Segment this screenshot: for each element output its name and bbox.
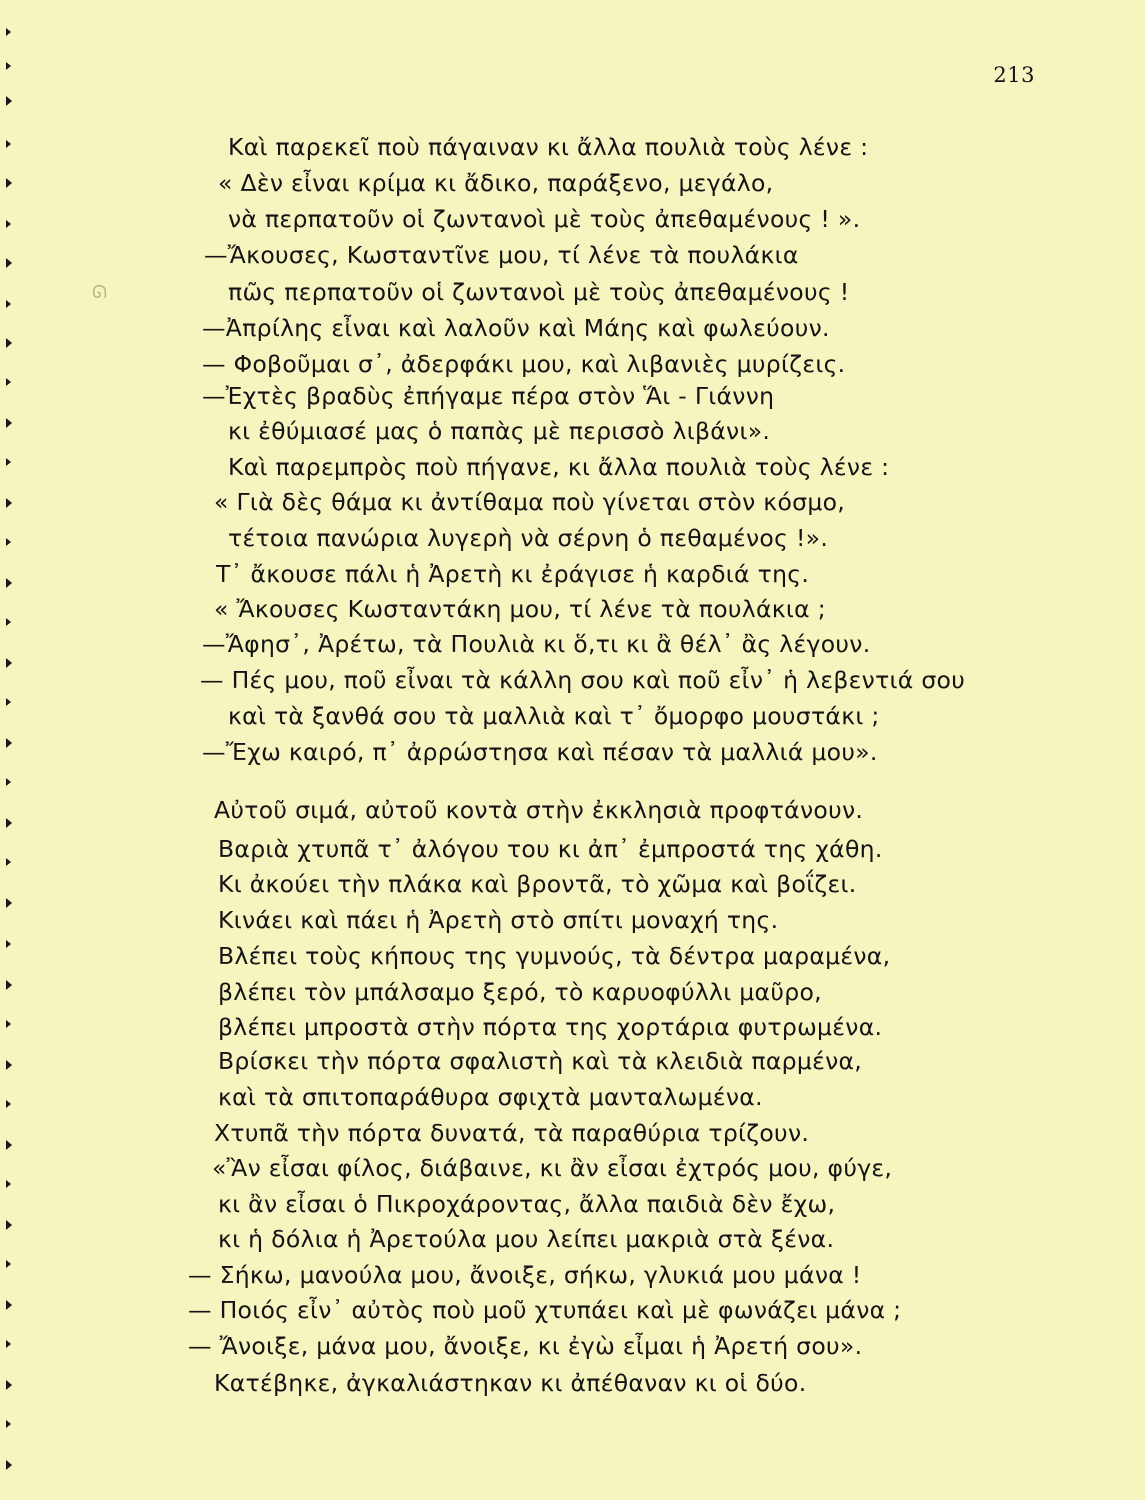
verse-line: Βρίσκει τὴν πόρτα σφαλιστὴ καὶ τὰ κλειδιὰ παρμένα,: [218, 1047, 863, 1075]
verse-line: βλέπει μπροστὰ στὴν πόρτα της χορτάρια φυτρωμένα.: [218, 1013, 883, 1041]
verse-line: τέτοια πανώρια λυγερὴ νὰ σέρνη ὁ πεθαμένος !».: [228, 524, 829, 552]
verse-line: Κι ἀκούει τὴν πλάκα καὶ βροντᾶ, τὸ χῶμα καὶ βοΐζει.: [218, 870, 857, 898]
verse-line: νὰ περπατοῦν οἱ ζωντανοὶ μὲ τοὺς ἀπεθαμένους ! ».: [228, 205, 861, 233]
verse-line: καὶ τὰ σπιτοπαράθυρα σφιχτὰ μανταλωμένα.: [218, 1083, 763, 1111]
verse-line: Χτυπᾶ τὴν πόρτα δυνατά, τὰ παραθύρια τρίζουν.: [214, 1119, 810, 1147]
verse-line: κι ἐθύμιασέ μας ὁ παπὰς μὲ περισσὸ λιβάνι».: [228, 417, 771, 445]
verse-line: — Πές μου, ποῦ εἶναι τὰ κάλλη σου καὶ ποῦ εἶν᾽ ἡ λεβεντιά σου: [200, 666, 966, 694]
verse-line: « Ἄκουσες Κωσταντάκη μου, τί λένε τὰ πουλάκια ;: [214, 595, 826, 623]
verse-line: πῶς περπατοῦν οἱ ζωντανοὶ μὲ τοὺς ἀπεθαμένους !: [228, 278, 850, 306]
verse-line: κι ἡ δόλια ἡ Ἀρετούλα μου λείπει μακριὰ στὰ ξένα.: [218, 1225, 835, 1253]
verse-line: Βαριὰ χτυπᾶ τ᾽ ἀλόγου του κι ἀπ᾽ ἐμπροστά της χάθη.: [218, 835, 883, 863]
verse-line: — Ἄνοιξε, μάνα μου, ἄνοιξε, κι ἐγὼ εἶμαι ἡ Ἀρετή σου».: [188, 1332, 863, 1360]
verse-line: — Φοβοῦμαι σ᾽, ἀδερφάκι μου, καὶ λιβανιὲς μυρίζεις.: [202, 350, 846, 378]
verse-line: βλέπει τὸν μπάλσαμο ξερό, τὸ καρυοφύλλι μαῦρο,: [218, 978, 822, 1006]
verse-line: —Ἔχω καιρό, π᾽ ἀρρώστησα καὶ πέσαν τὰ μαλλιά μου».: [202, 738, 878, 766]
verse-line: —Ἀπρίλης εἶναι καὶ λαλοῦν καὶ Μάης καὶ φωλεύουν.: [202, 314, 830, 342]
verse-line: — Ποιός εἶν᾽ αὐτὸς ποὺ μοῦ χτυπάει καὶ μὲ φωνάζει μάνα ;: [188, 1296, 902, 1324]
verse-line: «Ἂν εἶσαι φίλος, διάβαινε, κι ἂν εἶσαι ἐχτρός μου, φύγε,: [212, 1154, 893, 1182]
verse-line: Αὐτοῦ σιμά, αὐτοῦ κοντὰ στὴν ἐκκλησιὰ προφτάνουν.: [214, 796, 864, 824]
verse-line: « Γιὰ δὲς θάμα κι ἀντίθαμα ποὺ γίνεται στὸν κόσμο,: [214, 488, 846, 516]
verse-line: Καὶ παρεκεῖ ποὺ πάγαιναν κι ἄλλα πουλιὰ τοὺς λένε :: [228, 133, 869, 161]
verse-line: Καὶ παρεμπρὸς ποὺ πήγανε, κι ἄλλα πουλιὰ τοὺς λένε :: [228, 453, 890, 481]
paper-stain-mark: ᘏ: [92, 282, 107, 303]
verse-line: καὶ τὰ ξανθά σου τὰ μαλλιὰ καὶ τ᾽ ὄμορφο μουστάκι ;: [228, 702, 880, 730]
verse-line: Τ᾽ ἄκουσε πάλι ἡ Ἀρετὴ κι ἐράγισε ἡ καρδιά της.: [216, 560, 810, 588]
verse-line: « Δὲν εἶναι κρίμα κι ἄδικο, παράξενο, μεγάλο,: [218, 169, 774, 197]
verse-line: —Ἄφησ᾽, Ἀρέτω, τὰ Πουλιὰ κι ὅ,τι κι ἂ θέλ᾽ ἂς λέγουν.: [202, 630, 871, 658]
verse-line: Κινάει καὶ πάει ἡ Ἀρετὴ στὸ σπίτι μοναχή της.: [218, 906, 779, 934]
verse-line: —Ἐχτὲς βραδὺς ἐπήγαμε πέρα στὸν Ἅι - Γιάννη: [202, 382, 775, 410]
verse-line: Κατέβηκε, ἀγκαλιάστηκαν κι ἀπέθαναν κι οἱ δύο.: [214, 1369, 807, 1397]
page-number: 213: [993, 63, 1035, 87]
verse-line: κι ἂν εἶσαι ὁ Πικροχάροντας, ἄλλα παιδιὰ δὲν ἔχω,: [218, 1190, 836, 1218]
verse-line: Βλέπει τοὺς κήπους της γυμνούς, τὰ δέντρα μαραμένα,: [218, 942, 891, 970]
verse-line: — Σήκω, μανούλα μου, ἄνοιξε, σήκω, γλυκιά μου μάνα !: [188, 1261, 862, 1289]
verse-line: —Ἄκουσες, Κωσταντῖνε μου, τί λένε τὰ πουλάκια: [204, 241, 799, 269]
